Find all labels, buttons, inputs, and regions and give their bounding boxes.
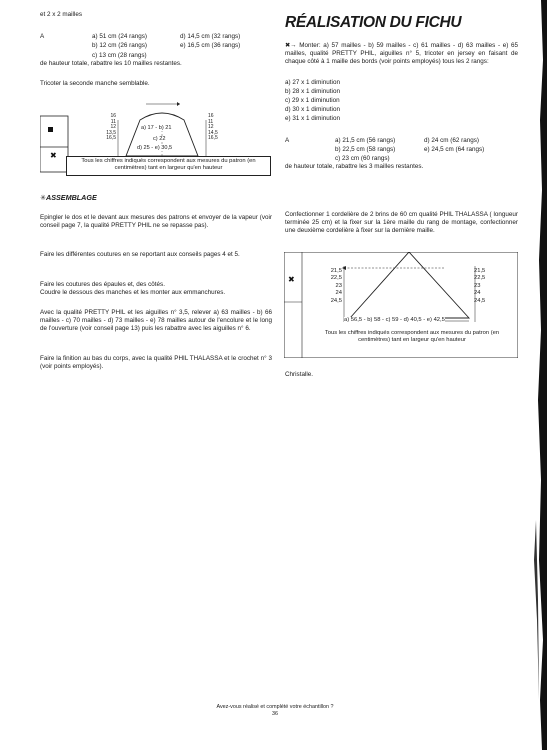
measure-value: 12	[110, 124, 116, 131]
fichu-bind-off-text: de hauteur totale, rabattre les 3 mailles restantes.	[285, 163, 424, 170]
page-footer	[160, 704, 390, 718]
measure-value: 13,5	[106, 129, 116, 136]
bind-off-text: de hauteur totale, rabattre les 10 mailles restantes.	[40, 60, 182, 67]
size-e: e) 16,5 cm (36 rangs)	[180, 42, 241, 49]
measure-value: 21,5	[474, 268, 486, 274]
continuation-line: et 2 x 2 mailles	[40, 11, 82, 18]
sleeve-right-measures	[208, 114, 222, 142]
fichu-bottom-measure: a) 56,5 - b) 58 - c) 59 - d) 40,5 - e) 42,5	[344, 317, 445, 323]
decrease-row-b: b) 28 x 1 diminution	[285, 88, 340, 95]
decrease-row-d: d) 30 x 1 diminution	[285, 106, 340, 113]
second-sleeve-text: Tricoter la seconde manche semblable.	[40, 80, 150, 87]
decrease-row-e: e) 31 x 1 diminution	[285, 115, 340, 122]
fichu-cast-on-text: Monter: a) 57 mailles - b) 59 mailles - c) 61 mailles - d) 63 mailles - e) 65 mailles, qualité PRETTY PHIL, aiguilles n° 5, tricoter en jersey en faisant de chaque côté à 1 maille des bords (voir points employés) tous les 2 rangs:	[285, 42, 518, 66]
measure-value: 23	[335, 282, 342, 289]
footer-reminder: Avez-vous réalisé et complété votre échantillon ?	[216, 704, 334, 710]
measure-value: 16,5	[208, 135, 218, 142]
measure-value: 24,5	[474, 297, 486, 304]
assembly-heading	[40, 193, 97, 202]
fichu-size-c: c) 23 cm (60 rangs)	[335, 155, 390, 162]
size-a: a) 51 cm (24 rangs)	[92, 33, 147, 40]
measure-value: 24,5	[330, 297, 342, 304]
fichu-size-key: A	[285, 137, 290, 144]
sleeve-left-measures	[104, 114, 116, 142]
sleeve-caption: Tous les chiffres indiqués correspondent aux mesures du patron (en centimètres) tant en largeur qu'en hauteur	[66, 156, 271, 176]
fichu-paragraph-1	[285, 42, 518, 66]
star-icon: ✳	[40, 193, 47, 202]
measure-value: 22,5	[474, 275, 486, 282]
size-b: b) 12 cm (26 rangs)	[92, 42, 147, 49]
fichu-caption: Tous les chiffres indiqués correspondent aux mesures du patron (en centimètres) tant en largeur qu'en hauteur	[308, 329, 516, 353]
fichu-left-measures	[326, 268, 342, 305]
decrease-row-a: a) 27 x 1 diminution	[285, 79, 340, 86]
svg-text:✖: ✖	[50, 151, 57, 160]
measure-value: 24	[335, 290, 342, 297]
cross-icon: ✖→	[285, 42, 300, 49]
measure-value: 12	[208, 124, 214, 131]
sleeve-bottom-measure: d) 25 - e) 30,5	[137, 145, 173, 151]
measure-value: 16,5	[106, 135, 116, 142]
decrease-row-c: c) 29 x 1 diminution	[285, 97, 340, 104]
signature: Christalle.	[285, 371, 313, 378]
measure-value: 22,5	[330, 275, 342, 282]
measure-value: 14,5	[208, 129, 218, 136]
assembly-paragraph-3: Faire les coutures des épaules et, des côtés. Coudre le dessous des manches et les monter aux emmanchures.	[40, 281, 226, 297]
measure-value: 11	[208, 118, 214, 125]
measure-value: 16	[208, 113, 214, 119]
size-key: A	[40, 33, 45, 40]
measure-value: 24	[474, 290, 481, 297]
page-binding-edge	[522, 0, 547, 750]
assembly-paragraph-2: Faire les différentes coutures en se reportant aux conseils pages 4 et 5.	[40, 251, 240, 258]
sleeve-top-measure: a) 17 - b) 21	[141, 125, 172, 131]
svg-text:✖: ✖	[288, 275, 295, 284]
fichu-paragraph-2: Confectionner 1 cordelière de 2 brins de 60 cm qualité PHIL THALASSA ( longueur terminée 25 cm) et la fixer sur la 1ère maille du rang de montage, confectionner une deuxième cordelière à fixer sur la dernière maille.	[285, 211, 518, 235]
fichu-diagram	[284, 252, 518, 358]
page-title: RÉALISATION DU FICHU	[285, 14, 462, 31]
measure-value: 16	[110, 113, 116, 119]
assembly-paragraph-4: Avec la qualité PRETTY PHIL et les aiguilles n° 3,5, relever a) 63 mailles - b) 66 mailles - c) 70 mailles - d) 73 mailles - e) 78 mailles autour de l'encolure et le long de l'ouverture (voir conseil page 13) puis les rabattre avec les aiguilles n° 6.	[40, 309, 272, 333]
fichu-size-d: d) 24 cm (62 rangs)	[424, 137, 479, 144]
fichu-size-a: a) 21,5 cm (56 rangs)	[335, 137, 396, 144]
measure-value: 11	[110, 118, 116, 125]
page-number: 36	[272, 711, 278, 717]
fichu-size-b: b) 22,5 cm (58 rangs)	[335, 146, 396, 153]
measure-value: 23	[474, 282, 481, 289]
assembly-title: ASSEMBLAGE	[46, 193, 97, 202]
size-d: d) 14,5 cm (32 rangs)	[180, 33, 241, 40]
fichu-size-e: e) 24,5 cm (64 rangs)	[424, 146, 485, 153]
sleeve-mid-measure: c) 22	[153, 136, 166, 142]
size-c: c) 13 cm (28 rangs)	[92, 52, 147, 59]
assembly-paragraph-1: Epingler le dos et le devant aux mesures des patrons et envoyer de la vapeur (voir conseil page 7, la qualité PRETTY PHIL ne se repasse pas).	[40, 214, 272, 230]
measure-value: 21,5	[330, 268, 342, 274]
assembly-paragraph-5: Faire la finition au bas du corps, avec la qualité PHIL THALASSA et le crochet n° 3 (voir points employés).	[40, 355, 272, 371]
fichu-right-measures	[474, 268, 492, 305]
